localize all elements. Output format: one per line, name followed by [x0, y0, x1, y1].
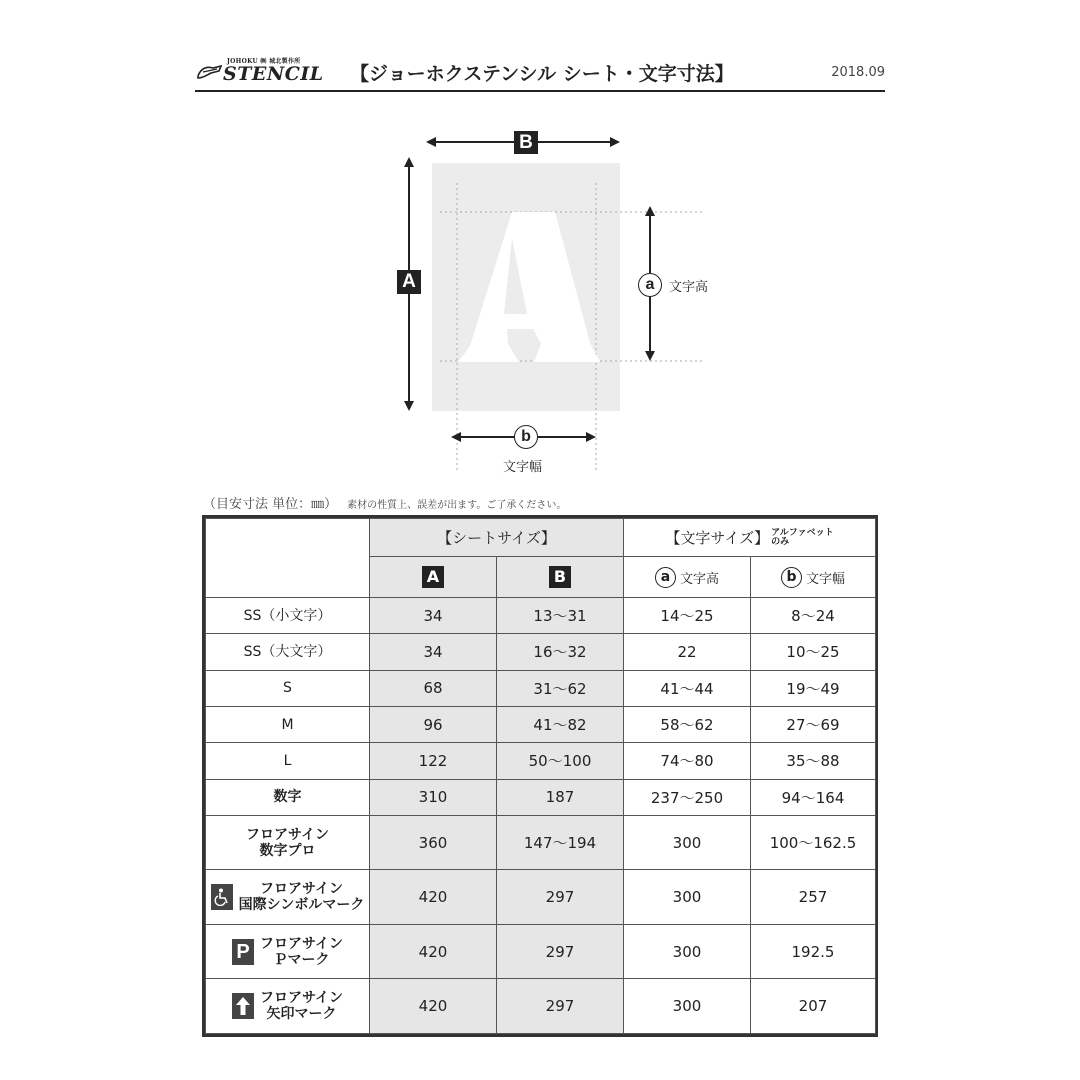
table-row: [206, 815, 876, 870]
cell-char-width: 27〜69: [751, 706, 876, 742]
issue-date: 2018.09: [831, 65, 885, 80]
cell-char-height: 58〜62: [624, 706, 751, 742]
cell-sheet-a: 122: [370, 743, 497, 779]
cell-sheet-a: 420: [370, 924, 497, 979]
cell-char-width: 207: [751, 979, 876, 1034]
row-label: [206, 979, 370, 1034]
table-row: [206, 706, 876, 742]
table-row: [206, 979, 876, 1034]
cell-sheet-b: 297: [497, 979, 624, 1034]
cell-sheet-a: 420: [370, 870, 497, 925]
char-height-circle: a: [638, 273, 662, 297]
cell-sheet-a: 420: [370, 979, 497, 1034]
table-row: [206, 924, 876, 979]
cell-char-width: 100〜162.5: [751, 815, 876, 870]
row-label: [206, 924, 370, 979]
col-a-header: [370, 557, 497, 598]
row-label-line2: Ｐマーク: [273, 951, 330, 968]
row-label-line1: M: [281, 716, 294, 733]
cell-sheet-b: 187: [497, 779, 624, 815]
diagram-drawing: [0, 0, 1080, 490]
disclaimer-text: 素材の性質上、誤差が出ます。ご了承ください。: [347, 500, 567, 511]
col-char-width-circle: b: [781, 567, 802, 588]
cell-char-height: 22: [624, 634, 751, 670]
row-label-line1: フロアサイン: [259, 990, 344, 1007]
cell-sheet-b: 13〜31: [497, 598, 624, 634]
unit-label: （目安寸法 単位：㎜）: [203, 497, 338, 512]
cell-sheet-a: 68: [370, 670, 497, 706]
alphabet-only-note: [771, 529, 833, 547]
cell-char-width: 10〜25: [751, 634, 876, 670]
cell-char-height: 41〜44: [624, 670, 751, 706]
sheet-size-header: [370, 519, 624, 557]
table-row: [206, 743, 876, 779]
logo-company: JOHOKU ㈱ 城北製作所: [227, 58, 301, 65]
row-label-line1: フロアサイン: [245, 826, 330, 843]
row-label-line1: フロアサイン: [259, 935, 344, 952]
col-char-width-label: 文字幅: [805, 571, 845, 587]
char-width-circle: b: [514, 425, 538, 449]
header-blank: [206, 519, 370, 598]
row-label: [206, 670, 370, 706]
cell-char-width: 192.5: [751, 924, 876, 979]
cell-sheet-a: 34: [370, 598, 497, 634]
table-row: [206, 634, 876, 670]
dimension-table: [202, 515, 878, 1037]
alphabet-note-2: のみ: [771, 537, 790, 547]
cell-char-width: 257: [751, 870, 876, 925]
col-char-height-header: [624, 557, 751, 598]
cell-sheet-b: 297: [497, 924, 624, 979]
cell-sheet-a: 96: [370, 706, 497, 742]
page-title: 【ジョーホクステンシル シート・文字寸法】: [350, 63, 734, 85]
cell-sheet-b: 31〜62: [497, 670, 624, 706]
table-row: [206, 779, 876, 815]
col-char-height-label: 文字高: [679, 571, 719, 587]
table-row: [206, 670, 876, 706]
cell-char-height: 74〜80: [624, 743, 751, 779]
cell-char-height: 14〜25: [624, 598, 751, 634]
parking-icon: P: [232, 939, 254, 965]
sheet-size-label: 【シートサイズ】: [437, 529, 556, 547]
unit-note: [203, 493, 566, 512]
label-a-badge: A: [397, 270, 421, 294]
cell-char-width: 94〜164: [751, 779, 876, 815]
cell-sheet-b: 41〜82: [497, 706, 624, 742]
table-row: [206, 598, 876, 634]
char-size-header: [624, 519, 876, 557]
wheelchair-icon: [211, 884, 233, 910]
cell-sheet-a: 34: [370, 634, 497, 670]
row-label-line1: フロアサイン: [259, 881, 344, 898]
cell-char-height: 300: [624, 870, 751, 925]
row-label-line2: 矢印マーク: [266, 1006, 337, 1023]
row-label-line2: 数字プロ: [259, 842, 316, 859]
row-label: [206, 598, 370, 634]
row-label: [206, 634, 370, 670]
cell-sheet-b: 50〜100: [497, 743, 624, 779]
cell-char-height: 300: [624, 979, 751, 1034]
col-b-badge: B: [549, 566, 571, 588]
cell-sheet-a: 360: [370, 815, 497, 870]
cell-sheet-a: 310: [370, 779, 497, 815]
cell-char-width: 35〜88: [751, 743, 876, 779]
row-label-line2: 国際シンボルマーク: [238, 897, 365, 914]
logo-wordmark: STENCIL: [223, 63, 324, 85]
row-label: [206, 779, 370, 815]
alphabet-note-1: アルファベット: [771, 528, 834, 538]
col-char-height-circle: a: [655, 567, 676, 588]
row-label: [206, 870, 370, 925]
label-b-badge: B: [514, 131, 538, 154]
stencil-dimension-diagram: [0, 0, 1080, 490]
cell-char-width: 8〜24: [751, 598, 876, 634]
row-label: [206, 743, 370, 779]
cell-char-height: 237〜250: [624, 779, 751, 815]
col-char-width-header: [751, 557, 876, 598]
cell-char-width: 19〜49: [751, 670, 876, 706]
row-label-line1: SS（大文字）: [243, 643, 332, 660]
row-label-line1: SS（小文字）: [243, 607, 332, 624]
char-width-caption: 文字幅: [503, 460, 543, 475]
cell-char-height: 300: [624, 924, 751, 979]
cell-char-height: 300: [624, 815, 751, 870]
cell-sheet-b: 16〜32: [497, 634, 624, 670]
col-a-badge: A: [422, 566, 444, 588]
row-label: [206, 815, 370, 870]
col-b-header: [497, 557, 624, 598]
row-label-line1: L: [283, 752, 292, 769]
row-label: [206, 706, 370, 742]
char-size-label: 【文字サイズ】: [665, 529, 770, 547]
arrow-up-icon: [232, 993, 254, 1019]
row-label-line1: S: [283, 680, 292, 697]
cell-sheet-b: 297: [497, 870, 624, 925]
table-row: [206, 870, 876, 925]
char-height-caption: 文字高: [669, 280, 709, 295]
row-label-line1: 数字: [273, 789, 302, 806]
cell-sheet-b: 147〜194: [497, 815, 624, 870]
